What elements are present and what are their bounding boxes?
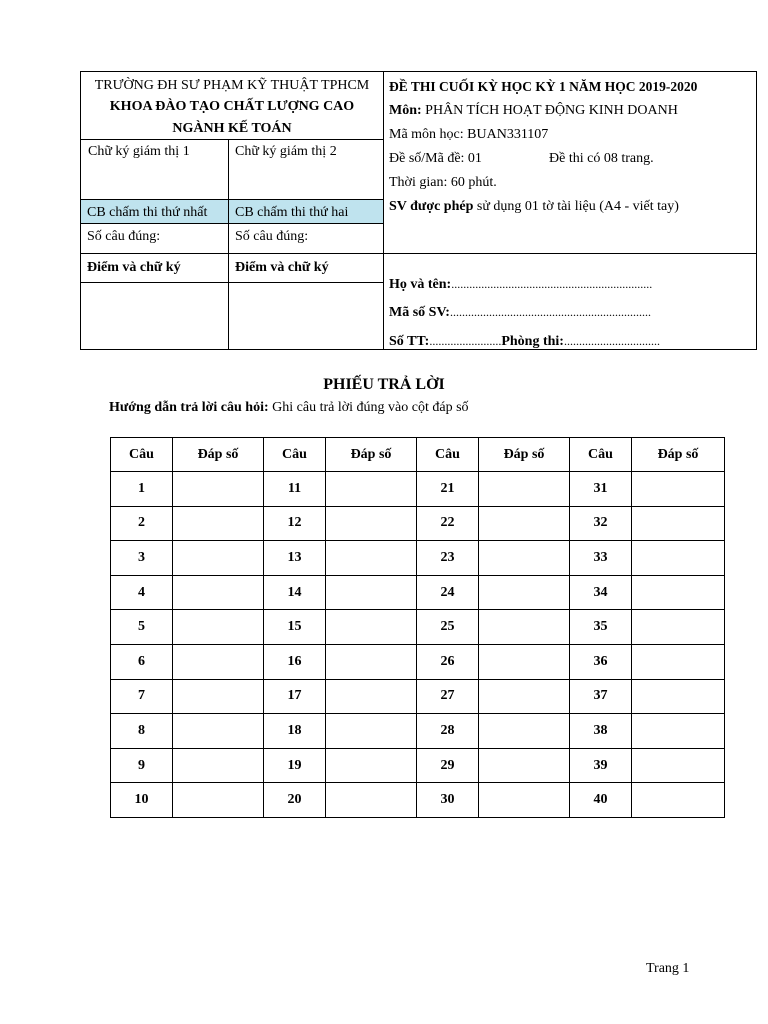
- answer-cell[interactable]: [479, 472, 570, 507]
- question-number: 6: [111, 644, 173, 679]
- col-question: Câu: [417, 438, 479, 472]
- answer-cell[interactable]: [479, 506, 570, 541]
- question-number: 23: [417, 541, 479, 576]
- question-number: 39: [570, 748, 632, 783]
- question-number: 24: [417, 575, 479, 610]
- school-name: TRƯỜNG ĐH SƯ PHẠM KỸ THUẬT TPHCM: [94, 78, 370, 93]
- question-number: 38: [570, 714, 632, 749]
- answer-table-header: [111, 438, 725, 472]
- question-number: 12: [264, 506, 326, 541]
- answer-cell[interactable]: [173, 644, 264, 679]
- student-name-label: Họ và tên:: [389, 277, 452, 292]
- question-number: 27: [417, 679, 479, 714]
- answer-cell[interactable]: [173, 472, 264, 507]
- answer-cell[interactable]: [632, 575, 725, 610]
- answer-cell[interactable]: [326, 679, 417, 714]
- question-number: 1: [111, 472, 173, 507]
- subject-label: Môn:: [389, 103, 422, 118]
- allowed-materials: [389, 199, 679, 215]
- question-number: 18: [264, 714, 326, 749]
- question-number: 17: [264, 679, 326, 714]
- answer-cell[interactable]: [173, 748, 264, 783]
- score1-label: Điểm và chữ ký: [87, 260, 181, 275]
- answer-cell[interactable]: [632, 714, 725, 749]
- page-number: Trang 1: [646, 961, 690, 976]
- col-question: Câu: [111, 438, 173, 472]
- question-number: 20: [264, 783, 326, 818]
- answer-cell[interactable]: [326, 541, 417, 576]
- allowed-label: SV được phép: [389, 199, 474, 214]
- answer-cell[interactable]: [479, 610, 570, 645]
- question-number: 31: [570, 472, 632, 507]
- answer-cell[interactable]: [326, 472, 417, 507]
- answer-cell[interactable]: [479, 679, 570, 714]
- exam-number: Đề số/Mã đề: 01: [389, 151, 482, 166]
- student-id-dots: ...................................................................: [449, 305, 651, 319]
- question-number: 15: [264, 610, 326, 645]
- answer-cell[interactable]: [632, 506, 725, 541]
- question-number: 3: [111, 541, 173, 576]
- table-row: [111, 748, 725, 783]
- table-row: [111, 644, 725, 679]
- answer-cell[interactable]: [173, 610, 264, 645]
- major-name: NGÀNH KẾ TOÁN: [172, 121, 292, 136]
- question-number: 11: [264, 472, 326, 507]
- question-number: 28: [417, 714, 479, 749]
- question-number: 22: [417, 506, 479, 541]
- room-label: Phòng thi:: [501, 334, 564, 349]
- table-row: [111, 783, 725, 818]
- answer-cell[interactable]: [479, 644, 570, 679]
- correct2-label: Số câu đúng:: [235, 229, 309, 244]
- instruction-label: Hướng dẫn trả lời câu hỏi:: [109, 400, 269, 415]
- student-name-field[interactable]: [389, 276, 652, 293]
- answer-cell[interactable]: [173, 575, 264, 610]
- question-number: 8: [111, 714, 173, 749]
- seq-dots: ........................: [429, 334, 502, 348]
- student-name-dots: ...................................................................: [451, 277, 653, 291]
- answer-cell[interactable]: [173, 541, 264, 576]
- grader2-label: CB chấm thi thứ hai: [235, 205, 349, 220]
- answer-table: [110, 437, 725, 818]
- question-number: 35: [570, 610, 632, 645]
- answer-cell[interactable]: [326, 644, 417, 679]
- answer-sheet-title: PHIẾU TRẢ LỜI: [323, 376, 445, 393]
- subject-value: PHÂN TÍCH HOẠT ĐỘNG KINH DOANH: [421, 103, 678, 118]
- answer-cell[interactable]: [326, 748, 417, 783]
- answer-cell[interactable]: [479, 714, 570, 749]
- question-number: 34: [570, 575, 632, 610]
- allowed-value: sử dụng 01 tờ tài liệu (A4 - viết tay): [473, 199, 679, 214]
- question-number: 16: [264, 644, 326, 679]
- grader1-label: CB chấm thi thứ nhất: [87, 205, 208, 220]
- table-row: [111, 610, 725, 645]
- question-number: 25: [417, 610, 479, 645]
- table-row: [111, 714, 725, 749]
- answer-cell[interactable]: [632, 472, 725, 507]
- seq-room-field[interactable]: [389, 333, 660, 350]
- answer-cell[interactable]: [173, 783, 264, 818]
- col-answer: Đáp số: [479, 438, 570, 472]
- question-number: 19: [264, 748, 326, 783]
- col-answer: Đáp số: [632, 438, 725, 472]
- proctor2-label: Chữ ký giám thị 2: [235, 144, 337, 159]
- student-id-field[interactable]: [389, 304, 651, 321]
- score2-label: Điểm và chữ ký: [235, 260, 329, 275]
- question-number: 21: [417, 472, 479, 507]
- question-number: 37: [570, 679, 632, 714]
- col-answer: Đáp số: [173, 438, 264, 472]
- question-number: 26: [417, 644, 479, 679]
- question-number: 32: [570, 506, 632, 541]
- answer-cell[interactable]: [632, 610, 725, 645]
- table-row: [111, 506, 725, 541]
- seq-label: Số TT:: [389, 334, 430, 349]
- col-question: Câu: [570, 438, 632, 472]
- table-row: [111, 541, 725, 576]
- answer-cell[interactable]: [326, 714, 417, 749]
- question-number: 7: [111, 679, 173, 714]
- proctor1-label: Chữ ký giám thị 1: [88, 144, 190, 159]
- col-question: Câu: [264, 438, 326, 472]
- question-number: 40: [570, 783, 632, 818]
- instruction-text: Ghi câu trả lời đúng vào cột đáp số: [268, 400, 469, 415]
- subject-line: [389, 103, 678, 119]
- answer-instruction: [109, 400, 469, 416]
- answer-cell[interactable]: [479, 783, 570, 818]
- answer-cell[interactable]: [326, 610, 417, 645]
- table-row: [111, 575, 725, 610]
- question-number: 2: [111, 506, 173, 541]
- duration: Thời gian: 60 phút.: [389, 175, 497, 190]
- answer-cell[interactable]: [173, 714, 264, 749]
- answer-cell[interactable]: [632, 748, 725, 783]
- col-answer: Đáp số: [326, 438, 417, 472]
- student-id-label: Mã số SV:: [389, 305, 450, 320]
- question-number: 14: [264, 575, 326, 610]
- question-number: 30: [417, 783, 479, 818]
- question-number: 9: [111, 748, 173, 783]
- answer-cell[interactable]: [479, 541, 570, 576]
- course-code: Mã môn học: BUAN331107: [389, 127, 549, 142]
- answer-cell[interactable]: [632, 644, 725, 679]
- answer-cell[interactable]: [173, 679, 264, 714]
- answer-cell[interactable]: [632, 541, 725, 576]
- question-number: 33: [570, 541, 632, 576]
- correct1-label: Số câu đúng:: [87, 229, 161, 244]
- answer-cell[interactable]: [632, 679, 725, 714]
- question-number: 5: [111, 610, 173, 645]
- question-number: 10: [111, 783, 173, 818]
- question-number: 4: [111, 575, 173, 610]
- page-count: Đề thi có 08 trang.: [549, 151, 654, 166]
- answer-cell[interactable]: [479, 748, 570, 783]
- answer-cell[interactable]: [173, 506, 264, 541]
- table-row: [111, 679, 725, 714]
- answer-cell[interactable]: [479, 575, 570, 610]
- question-number: 13: [264, 541, 326, 576]
- answer-cell[interactable]: [326, 575, 417, 610]
- table-row: [111, 472, 725, 507]
- question-number: 29: [417, 748, 479, 783]
- faculty-name: KHOA ĐÀO TẠO CHẤT LƯỢNG CAO: [109, 99, 355, 114]
- room-dots: ................................: [563, 334, 660, 348]
- question-number: 36: [570, 644, 632, 679]
- answer-cell[interactable]: [326, 783, 417, 818]
- exam-title: ĐỀ THI CUỐI KỲ HỌC KỲ 1 NĂM HỌC 2019-2020: [389, 79, 698, 94]
- answer-cell[interactable]: [632, 783, 725, 818]
- answer-cell[interactable]: [326, 506, 417, 541]
